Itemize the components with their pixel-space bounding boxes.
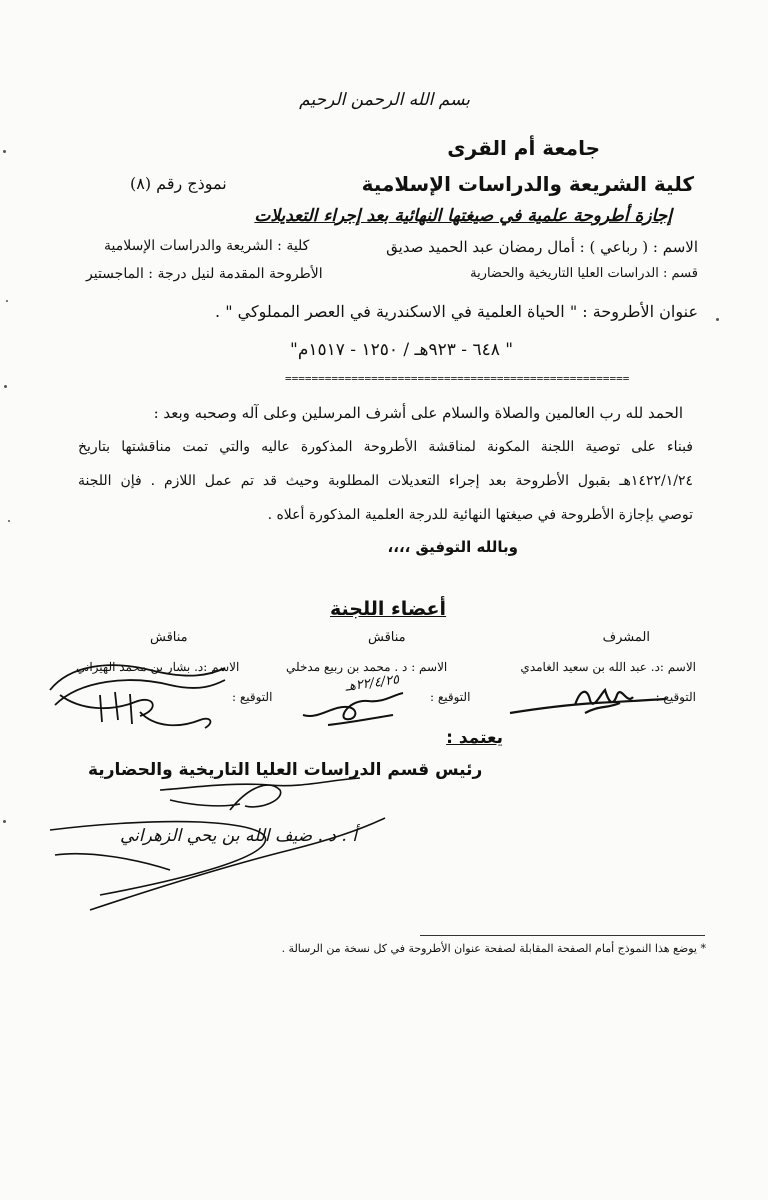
college-line: كلية : الشريعة والدراسات الإسلامية xyxy=(104,238,310,254)
separator-line: ==================================================== xyxy=(285,372,630,385)
scan-speck xyxy=(3,820,6,823)
name-line: الاسم : ( رباعي ) : أمال رمضان عبد الحميد صديق xyxy=(386,238,698,256)
department-head-name: أ . د . ضيف الله بن يحي الزهراني xyxy=(120,826,357,846)
signature-label-examiner-2: التوقيع : xyxy=(232,690,273,704)
committee-heading: أعضاء اللجنة xyxy=(330,598,447,620)
college-name: كلية الشريعة والدراسات الإسلامية xyxy=(361,172,694,196)
form-number: نموذج رقم (٨) xyxy=(130,174,227,193)
member-role-examiner-2: مناقش xyxy=(150,630,188,645)
approved-label: يعتمد : xyxy=(446,728,503,748)
closing: وبالله التوفيق ،،،، xyxy=(387,538,518,556)
thesis-dates: " ٦٤٨ - ٩٢٣هـ / ١٢٥٠ - ١٥١٧م" xyxy=(290,340,514,360)
handwritten-date: ٢٢/٤/٢٥هـ xyxy=(344,672,401,695)
scan-speck xyxy=(8,520,10,522)
department-head-title: رئيس قسم الدراسات العليا التاريخية والحضارية xyxy=(88,760,483,780)
signature-examiner-2 xyxy=(40,650,230,735)
form-title: إجازة أطروحة علمية في صيغتها النهائية بعد إجراء التعديلات xyxy=(254,206,672,226)
footnote-text: * يوضع هذا النموذج أمام الصفحة المقابلة لصفحة عنوان الأطروحة في كل نسخة من الرسالة . xyxy=(281,942,706,955)
basmala: بسم الله الرحمن الرحيم xyxy=(299,90,470,110)
signature-supervisor xyxy=(505,675,675,720)
paragraph-line-1: فبناء على توصية اللجنة المكونة لمناقشة الأطروحة المذكورة عاليه والتي تمت مناقشتها بتاريخ xyxy=(78,439,693,455)
member-name-examiner-1: الاسم : د . محمد بن ربيع مدخلي xyxy=(286,660,448,674)
member-name-examiner-2: الاسم :د. بشار بن محمد الهيزاني xyxy=(76,660,240,674)
signature-examiner-1 xyxy=(298,685,408,730)
signature-label-supervisor: التوقيع : xyxy=(655,690,696,704)
paragraph-line-3: توصي بإجازة الأطروحة في صيغتها النهائية للدرجة العلمية المذكورة أعلاه . xyxy=(267,507,693,523)
scan-speck xyxy=(4,385,7,388)
signature-label-examiner-1: التوقيع : xyxy=(430,690,471,704)
paragraph-line-2: ١٤٢٢/١/٢٤هـ بقبول الأطروحة بعد إجراء التعديلات المطلوبة وحيث قد تم عمل اللازم . فإن اللجنة xyxy=(78,473,693,489)
scan-speck xyxy=(6,300,8,302)
member-role-supervisor: المشرف xyxy=(602,630,650,645)
degree-line: الأطروحة المقدمة لنيل درجة : الماجستير xyxy=(86,266,323,282)
scan-speck xyxy=(3,150,6,153)
scan-speck xyxy=(716,318,719,321)
footnote-rule xyxy=(420,935,705,936)
member-name-supervisor: الاسم :د. عبد الله بن سعيد الغامدي xyxy=(520,660,696,674)
department-line: قسم : الدراسات العليا التاريخية والحضارية xyxy=(470,266,698,281)
greeting: الحمد لله رب العالمين والصلاة والسلام على أشرف المرسلين وعلى آله وصحبه وبعد : xyxy=(153,404,683,422)
university-name: جامعة أم القرى xyxy=(447,136,600,160)
signature-department-head xyxy=(30,770,390,920)
member-role-examiner-1: مناقش xyxy=(368,630,406,645)
thesis-title-line: عنوان الأطروحة : " الحياة العلمية في الاسكندرية في العصر المملوكي " . xyxy=(215,302,698,321)
